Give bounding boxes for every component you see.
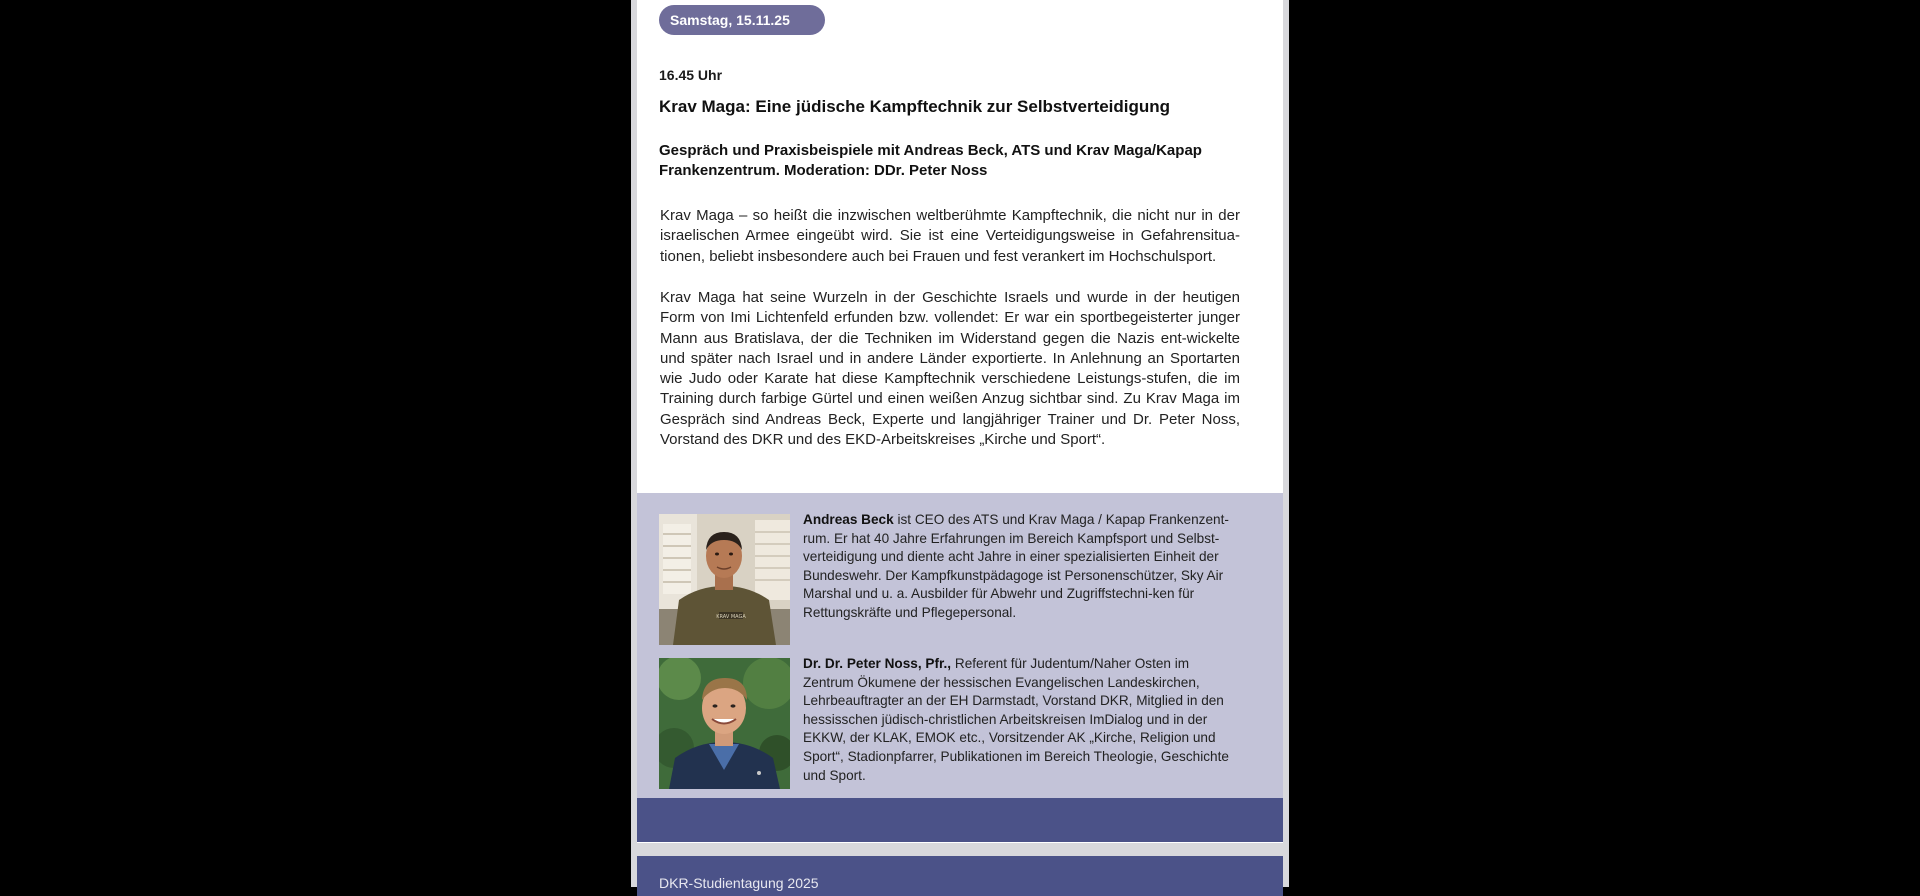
speaker-photo-andreas-beck: [659, 514, 790, 645]
speaker-name: Dr. Dr. Peter Noss, Pfr.,: [803, 656, 952, 671]
speaker-name: Andreas Beck: [803, 512, 894, 527]
description-paragraph-1: Krav Maga – so heißt die inzwischen weltberühmte Kampftechnik, die nicht nur in der israelischen Armee eingeübt wird. Sie ist eine Verteidigungsweise in Gefahrensitua-tionen, beliebt insbesondere auch bei Frauen und fest verankert im Hochschulsport.: [660, 207, 1240, 265]
speaker-bio-text: ist CEO des ATS und Krav Maga / Kapap Frankenzent-rum. Er hat 40 Jahre Erfahrungen im Bereich Kampfsport und Selbst-verteidigung und diente acht Jahre in einer spezialisierten Einheit der Bundeswehr. Der Kampfkunstpädagoge ist Personenschützer, Sky Air Marshal und u. a. Ausbilder für Abwehr und Zugriffstechni-ken für Rettungskräfte und Pflegepersonal.: [803, 512, 1229, 620]
event-title: Krav Maga: Eine jüdische Kampftechnik zur Selbstverteidigung: [659, 97, 1171, 116]
speaker-photo-shirt-text: KRAV MAGA: [716, 614, 746, 620]
program-sheet: [637, 0, 1283, 843]
next-page-preview: [637, 856, 1283, 896]
event-subtitle: Gespräch und Praxisbeispiele mit Andreas Beck, ATS und Krav Maga/Kapap Frankenzentrum. Moderation: DDr. Peter Noss: [659, 142, 1202, 179]
speaker-bio-peter-noss: [803, 655, 1238, 785]
event-time: 16.45 Uhr: [659, 67, 723, 83]
next-page-label: DKR-Studientagung 2025: [659, 875, 819, 891]
description-paragraph-2: Krav Maga hat seine Wurzeln in der Geschichte Israels und wurde in der heutigen Form von Imi Lichtenfeld erfunden bzw. vollendet: Er war ein sportbegeisterter junger Mann aus Bratislava, der die Techniken im Widerstand gegen die Nazis ent-wickelte und später nach Israel und in andere Länder exportierte. In Anlehnung an Sportarten wie Judo oder Karate hat diese Kampftechnik verschiedene Leistungs-stufen, die im Training durch farbige Gürtel und einen weißen Anzug sichtbar sind. Zu Krav Maga im Gespräch sind Andreas Beck, Experte und langjähriger Trainer und Dr. Peter Noss, Vorstand des DKR und des EKD-Arbeitskreises „Kirche und Sport“.: [660, 289, 1240, 449]
speaker-bio-text: Referent für Judentum/Naher Osten im Zentrum Ökumene der hessischen Evangelischen Landeskirchen, Lehrbeauftragter an der EH Darmstadt, Vorstand DKR, Mitglied in den hessisschen jüdisch-christlichen Arbeitskreisen ImDialog und in der EKKW, der KLAK, EMOK etc., Vorsitzender AK „Kirche, Religion und Sport“, Stadionpfarrer, Publikationen im Bereich Theologie, Geschichte und Sport.: [803, 656, 1229, 783]
speaker-photo-peter-noss: [659, 658, 790, 789]
document-page: [631, 0, 1289, 891]
speaker-bios: [637, 493, 1283, 798]
footer-band: [637, 798, 1283, 842]
speaker-bio-andreas-beck: [803, 511, 1238, 623]
date-badge: Samstag, 15.11.25: [659, 5, 825, 35]
